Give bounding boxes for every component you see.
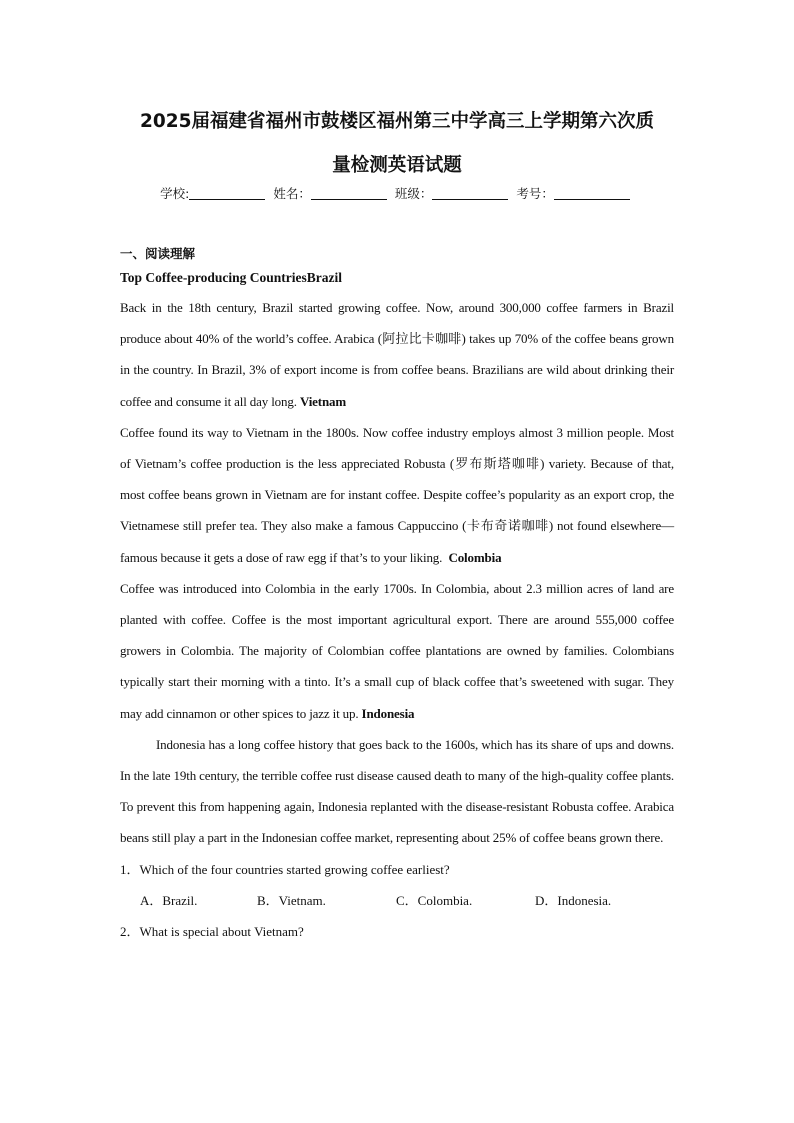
- passage-vietnam: [120, 417, 674, 573]
- colombia-text: Coffee was introduced into Colombia in the early 1700s. In Colombia, about 2.3 million acres of land are planted with coffee. Coffee is the most important agricultural export. There are around 555,000 coffee growers in Colombia. The majority of Colombian coffee plantations are owned by families. Colombians typically start their morning with a tinto. It’s a small cup of black coffee that’s sweetened with sugar. They may add cinnamon or other spices to jazz it up.: [120, 580, 674, 721]
- name-label: 姓名：: [273, 186, 311, 201]
- option-c[interactable]: C．Colombia.: [396, 892, 473, 908]
- indonesia-heading: Indonesia: [361, 705, 415, 721]
- vietnam-text: Coffee found its way to Vietnam in the 1800s. Now coffee industry employs almost 3 million people. Most of Vietnam’s coffee production is the less appreciated Robusta (罗布斯塔咖啡) variety. Because of that, most coffee beans grown in Vietnam are for instant coffee. Despite coffee’s popularity as an export crop, the Vietnamese still prefer tea. They also make a famous Cappuccino (卡布奇诺咖啡) not found elsewhere—famous because it gets a dose of raw egg if that’s to your liking.: [120, 424, 674, 565]
- question-2: 2．What is special about Vietnam?: [120, 924, 304, 940]
- passage-heading: Top Coffee-producing CountriesBrazil: [120, 270, 343, 285]
- school-blank[interactable]: [189, 186, 265, 200]
- question-1-options: [120, 885, 674, 916]
- exam-title-line1: 2025届福建省福州市鼓楼区福州第三中学高三上学期第六次质: [140, 111, 654, 132]
- colombia-heading: Colombia: [448, 549, 502, 565]
- brazil-text: Back in the 18th century, Brazil started growing coffee. Now, around 300,000 coffee farmers in Brazil produce about 40% of the world’s coffee. Arabica (阿拉比卡咖啡) takes up 70% of the coffee beans grown in the country. In Brazil, 3% of export income is from coffee beans. Brazilians are wild about drinking their coffee and consume it all day long.: [120, 300, 674, 409]
- section-title: 一、阅读理解: [120, 246, 196, 261]
- option-b[interactable]: B．Vietnam.: [257, 892, 326, 908]
- passage-indonesia: Indonesia has a long coffee history that goes back to the 1600s, which has its share of ups and downs. In the late 19th century, the terrible coffee rust disease caused death to many of the high-quality coffee plants. To prevent this from happening again, Indonesia replanted with the disease-resistant Robusta coffee. Arabica beans still play a part in the Indonesian coffee market, representing about 25% of coffee beans grown there.: [120, 736, 674, 846]
- passage-brazil: [120, 292, 674, 417]
- class-label: 班级：: [394, 186, 433, 201]
- name-blank[interactable]: [311, 186, 387, 200]
- school-label: 学校:: [160, 186, 190, 201]
- exam-number-blank[interactable]: [554, 186, 630, 200]
- passage-colombia: [120, 573, 674, 729]
- vietnam-heading: Vietnam: [299, 393, 347, 409]
- option-d[interactable]: D．Indonesia.: [535, 892, 612, 908]
- question-1: 1．Which of the four countries started growing coffee earliest?: [120, 861, 450, 877]
- exam-number-label: 考号：: [516, 186, 554, 201]
- option-a[interactable]: A．Brazil.: [140, 892, 198, 908]
- document-page: [120, 100, 674, 947]
- exam-title-line2: 量检测英语试题: [332, 155, 462, 176]
- exam-title: [114, 100, 680, 188]
- class-blank[interactable]: [432, 186, 508, 200]
